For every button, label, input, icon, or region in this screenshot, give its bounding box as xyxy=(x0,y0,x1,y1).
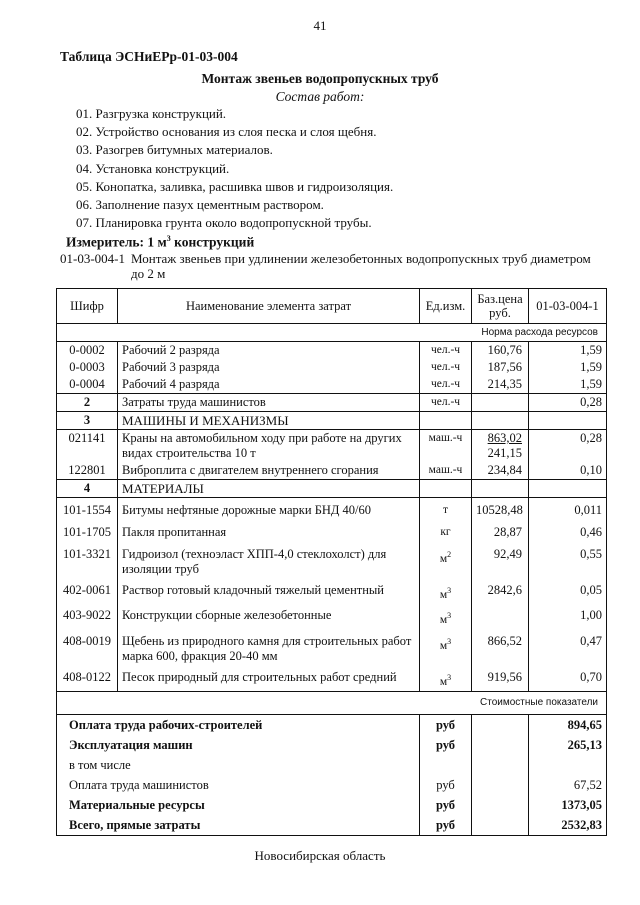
header-code: Шифр xyxy=(57,289,118,324)
cell-price: 214,35 xyxy=(472,376,529,394)
summary-row xyxy=(57,714,607,735)
cell-code: 0-0004 xyxy=(57,376,118,394)
header-unit: Ед.изм. xyxy=(420,289,472,324)
cell-norm: 1,59 xyxy=(529,376,607,394)
unit-sup: 2 xyxy=(447,549,452,559)
summary-unit: руб xyxy=(420,735,472,755)
table-row xyxy=(57,520,607,542)
summary-row xyxy=(57,795,607,815)
operation-item: 01. Разгрузка конструкций. xyxy=(76,106,227,121)
summary-label: Всего, прямые затраты xyxy=(57,815,420,836)
cell-name: Затраты труда машинистов xyxy=(118,394,420,412)
cell-norm: 0,46 xyxy=(529,520,607,542)
cell-code: 101-1705 xyxy=(57,520,118,542)
cell-unit xyxy=(420,629,472,665)
cell-unit xyxy=(420,542,472,578)
price-secondary: 241,15 xyxy=(487,446,522,460)
table-row xyxy=(57,603,607,629)
table-row xyxy=(57,578,607,604)
summary-value: 2532,83 xyxy=(529,815,607,836)
cell-name: Гидроизол (техноэласт ХПП-4,0 стеклохолст) для изоляции труб xyxy=(118,542,420,578)
summary-label: Оплата труда машинистов xyxy=(57,775,420,795)
cell-unit: чел.-ч xyxy=(420,394,472,412)
cell-code: 403-9022 xyxy=(57,603,118,629)
measure-prefix: Измеритель: 1 м xyxy=(66,234,167,250)
table-code: Таблица ЭСНиЕРр-01-03-004 xyxy=(60,49,238,64)
cell-price: 28,87 xyxy=(472,520,529,542)
cell-unit xyxy=(420,578,472,604)
summary-value xyxy=(529,755,607,775)
table-row xyxy=(57,394,607,412)
table-row xyxy=(57,376,607,394)
cell-unit: кг xyxy=(420,520,472,542)
summary-value: 265,13 xyxy=(529,735,607,755)
summary-label: Оплата труда рабочих-строителей xyxy=(57,714,420,735)
cell-norm: 0,011 xyxy=(529,498,607,520)
work-code: 01-03-004-1 xyxy=(60,251,125,266)
cell-price: 234,84 xyxy=(472,462,529,480)
unit-base: м xyxy=(439,675,448,688)
cell-norm: 0,28 xyxy=(529,394,607,412)
cell-code: 0-0003 xyxy=(57,359,118,376)
unit-sup: 3 xyxy=(447,585,452,595)
cell-norm: 0,47 xyxy=(529,629,607,665)
unit-base: м xyxy=(439,588,448,601)
cost-subheader: Стоимостные показатели xyxy=(57,691,607,714)
cell-name: Пакля пропитанная xyxy=(118,520,420,542)
unit-base: м xyxy=(439,614,448,627)
summary-unit: руб xyxy=(420,815,472,836)
cell-code: 408-0019 xyxy=(57,629,118,665)
table-row xyxy=(57,342,607,360)
cell-norm: 0,70 xyxy=(529,665,607,691)
table-row xyxy=(57,629,607,665)
measure-sup: 3 xyxy=(166,234,171,243)
cell-unit: чел.-ч xyxy=(420,359,472,376)
summary-value: 894,65 xyxy=(529,714,607,735)
cell-code: 402-0061 xyxy=(57,578,118,604)
summary-row xyxy=(57,815,607,836)
cell-price: 919,56 xyxy=(472,665,529,691)
unit-base: м xyxy=(439,639,448,652)
measure-suffix: конструкций xyxy=(170,234,255,250)
cell-norm: 1,59 xyxy=(529,359,607,376)
operation-item: 03. Разогрев битумных материалов. xyxy=(76,142,273,158)
cell-price xyxy=(472,430,529,463)
measure-unit xyxy=(66,234,254,251)
header-name: Наименование элемента затрат xyxy=(118,289,420,324)
cost-subheader-row xyxy=(57,691,607,714)
header-price: Баз.цена руб. xyxy=(472,289,529,324)
cell-name: Битумы нефтяные дорожные марки БНД 40/60 xyxy=(118,498,420,520)
cell-price xyxy=(472,394,529,412)
table-row xyxy=(57,430,607,463)
summary-row xyxy=(57,755,607,775)
summary-value: 67,52 xyxy=(529,775,607,795)
cell-norm: 0,55 xyxy=(529,542,607,578)
table-row xyxy=(57,359,607,376)
resource-table xyxy=(56,288,607,836)
cell-price: 160,76 xyxy=(472,342,529,360)
cell-unit: чел.-ч xyxy=(420,342,472,360)
summary-label: Материальные ресурсы xyxy=(57,795,420,815)
summary-unit: руб xyxy=(420,795,472,815)
cell-unit: т xyxy=(420,498,472,520)
cell-name: Рабочий 3 разряда xyxy=(118,359,420,376)
header-norm: 01-03-004-1 xyxy=(529,289,607,324)
cell-code: 408-0122 xyxy=(57,665,118,691)
cell-norm: 0,05 xyxy=(529,578,607,604)
operations-list xyxy=(76,105,393,232)
cell-name: Краны на автомобильном ходу при работе на других видах строительства 10 т xyxy=(118,430,420,463)
price-value: 863,02 xyxy=(487,431,522,445)
cell-price: 187,56 xyxy=(472,359,529,376)
summary-row xyxy=(57,775,607,795)
summary-label: Эксплуатация машин xyxy=(57,735,420,755)
table-row xyxy=(57,498,607,520)
cell-unit: маш.-ч xyxy=(420,462,472,480)
cell-price: 10528,48 xyxy=(472,498,529,520)
cell-name: Щебень из природного камня для строительных работ марка 600, фракция 20-40 мм xyxy=(118,629,420,665)
cell-price: 866,52 xyxy=(472,629,529,665)
cell-unit: чел.-ч xyxy=(420,376,472,394)
summary-unit xyxy=(420,755,472,775)
summary-row xyxy=(57,735,607,755)
section-row xyxy=(57,412,607,430)
section-title: МАШИНЫ И МЕХАНИЗМЫ xyxy=(118,412,420,430)
cell-code: 021141 xyxy=(57,430,118,463)
operation-item: 04. Установка конструкций. xyxy=(76,160,230,176)
section-row xyxy=(57,480,607,498)
cell-code: 101-1554 xyxy=(57,498,118,520)
page-number: 41 xyxy=(313,18,327,33)
norm-subheader-row xyxy=(57,324,607,342)
table-row xyxy=(57,462,607,480)
table-row xyxy=(57,665,607,691)
cell-code: 0-0002 xyxy=(57,342,118,360)
operation-item: 05. Конопатка, заливка, расшивка швов и гидроизоляция. xyxy=(76,178,394,194)
unit-sup: 3 xyxy=(447,637,452,647)
cell-norm: 0,28 xyxy=(529,430,607,463)
summary-unit: руб xyxy=(420,775,472,795)
cell-price xyxy=(472,603,529,629)
summary-label: в том числе xyxy=(57,755,420,775)
section-title: МАТЕРИАЛЫ xyxy=(118,480,420,498)
unit-sup: 3 xyxy=(447,673,452,683)
table-row xyxy=(57,542,607,578)
cell-code: 2 xyxy=(57,394,118,412)
operation-item: 02. Устройство основания из слоя песка и слоя щебня. xyxy=(76,124,377,140)
unit-base: м xyxy=(439,552,448,565)
section-code: 4 xyxy=(57,480,118,498)
cell-price: 92,49 xyxy=(472,542,529,578)
work-description: Монтаж звеньев при удлинении железобетонных водопропускных труб диаметром до 2 м xyxy=(131,251,591,281)
norm-subheader: Норма расхода ресурсов xyxy=(57,324,607,342)
cell-code: 101-3321 xyxy=(57,542,118,578)
region-footer: Новосибирская область xyxy=(254,848,386,863)
cell-norm: 1,59 xyxy=(529,342,607,360)
cell-name: Песок природный для строительных работ средний xyxy=(118,665,420,691)
document-title: Монтаж звеньев водопропускных труб xyxy=(201,71,439,86)
cell-name: Виброплита с двигателем внутреннего сгорания xyxy=(118,462,420,480)
cell-unit xyxy=(420,603,472,629)
operation-item: 06. Заполнение пазух цементным раствором. xyxy=(76,197,324,213)
unit-sup: 3 xyxy=(447,611,452,621)
cell-norm: 0,10 xyxy=(529,462,607,480)
summary-value: 1373,05 xyxy=(529,795,607,815)
cell-name: Раствор готовый кладочный тяжелый цементный xyxy=(118,578,420,604)
operation-item: 07. Планировка грунта около водопропускной трубы. xyxy=(76,215,372,231)
cell-norm: 1,00 xyxy=(529,603,607,629)
work-composition-heading: Состав работ: xyxy=(275,89,365,104)
header-row xyxy=(57,289,607,324)
cell-unit xyxy=(420,665,472,691)
summary-unit: руб xyxy=(420,714,472,735)
cell-code: 122801 xyxy=(57,462,118,480)
section-code: 3 xyxy=(57,412,118,430)
cell-name: Рабочий 4 разряда xyxy=(118,376,420,394)
cell-name: Конструкции сборные железобетонные xyxy=(118,603,420,629)
cell-name: Рабочий 2 разряда xyxy=(118,342,420,360)
cell-unit: маш.-ч xyxy=(420,430,472,463)
cell-price: 2842,6 xyxy=(472,578,529,604)
